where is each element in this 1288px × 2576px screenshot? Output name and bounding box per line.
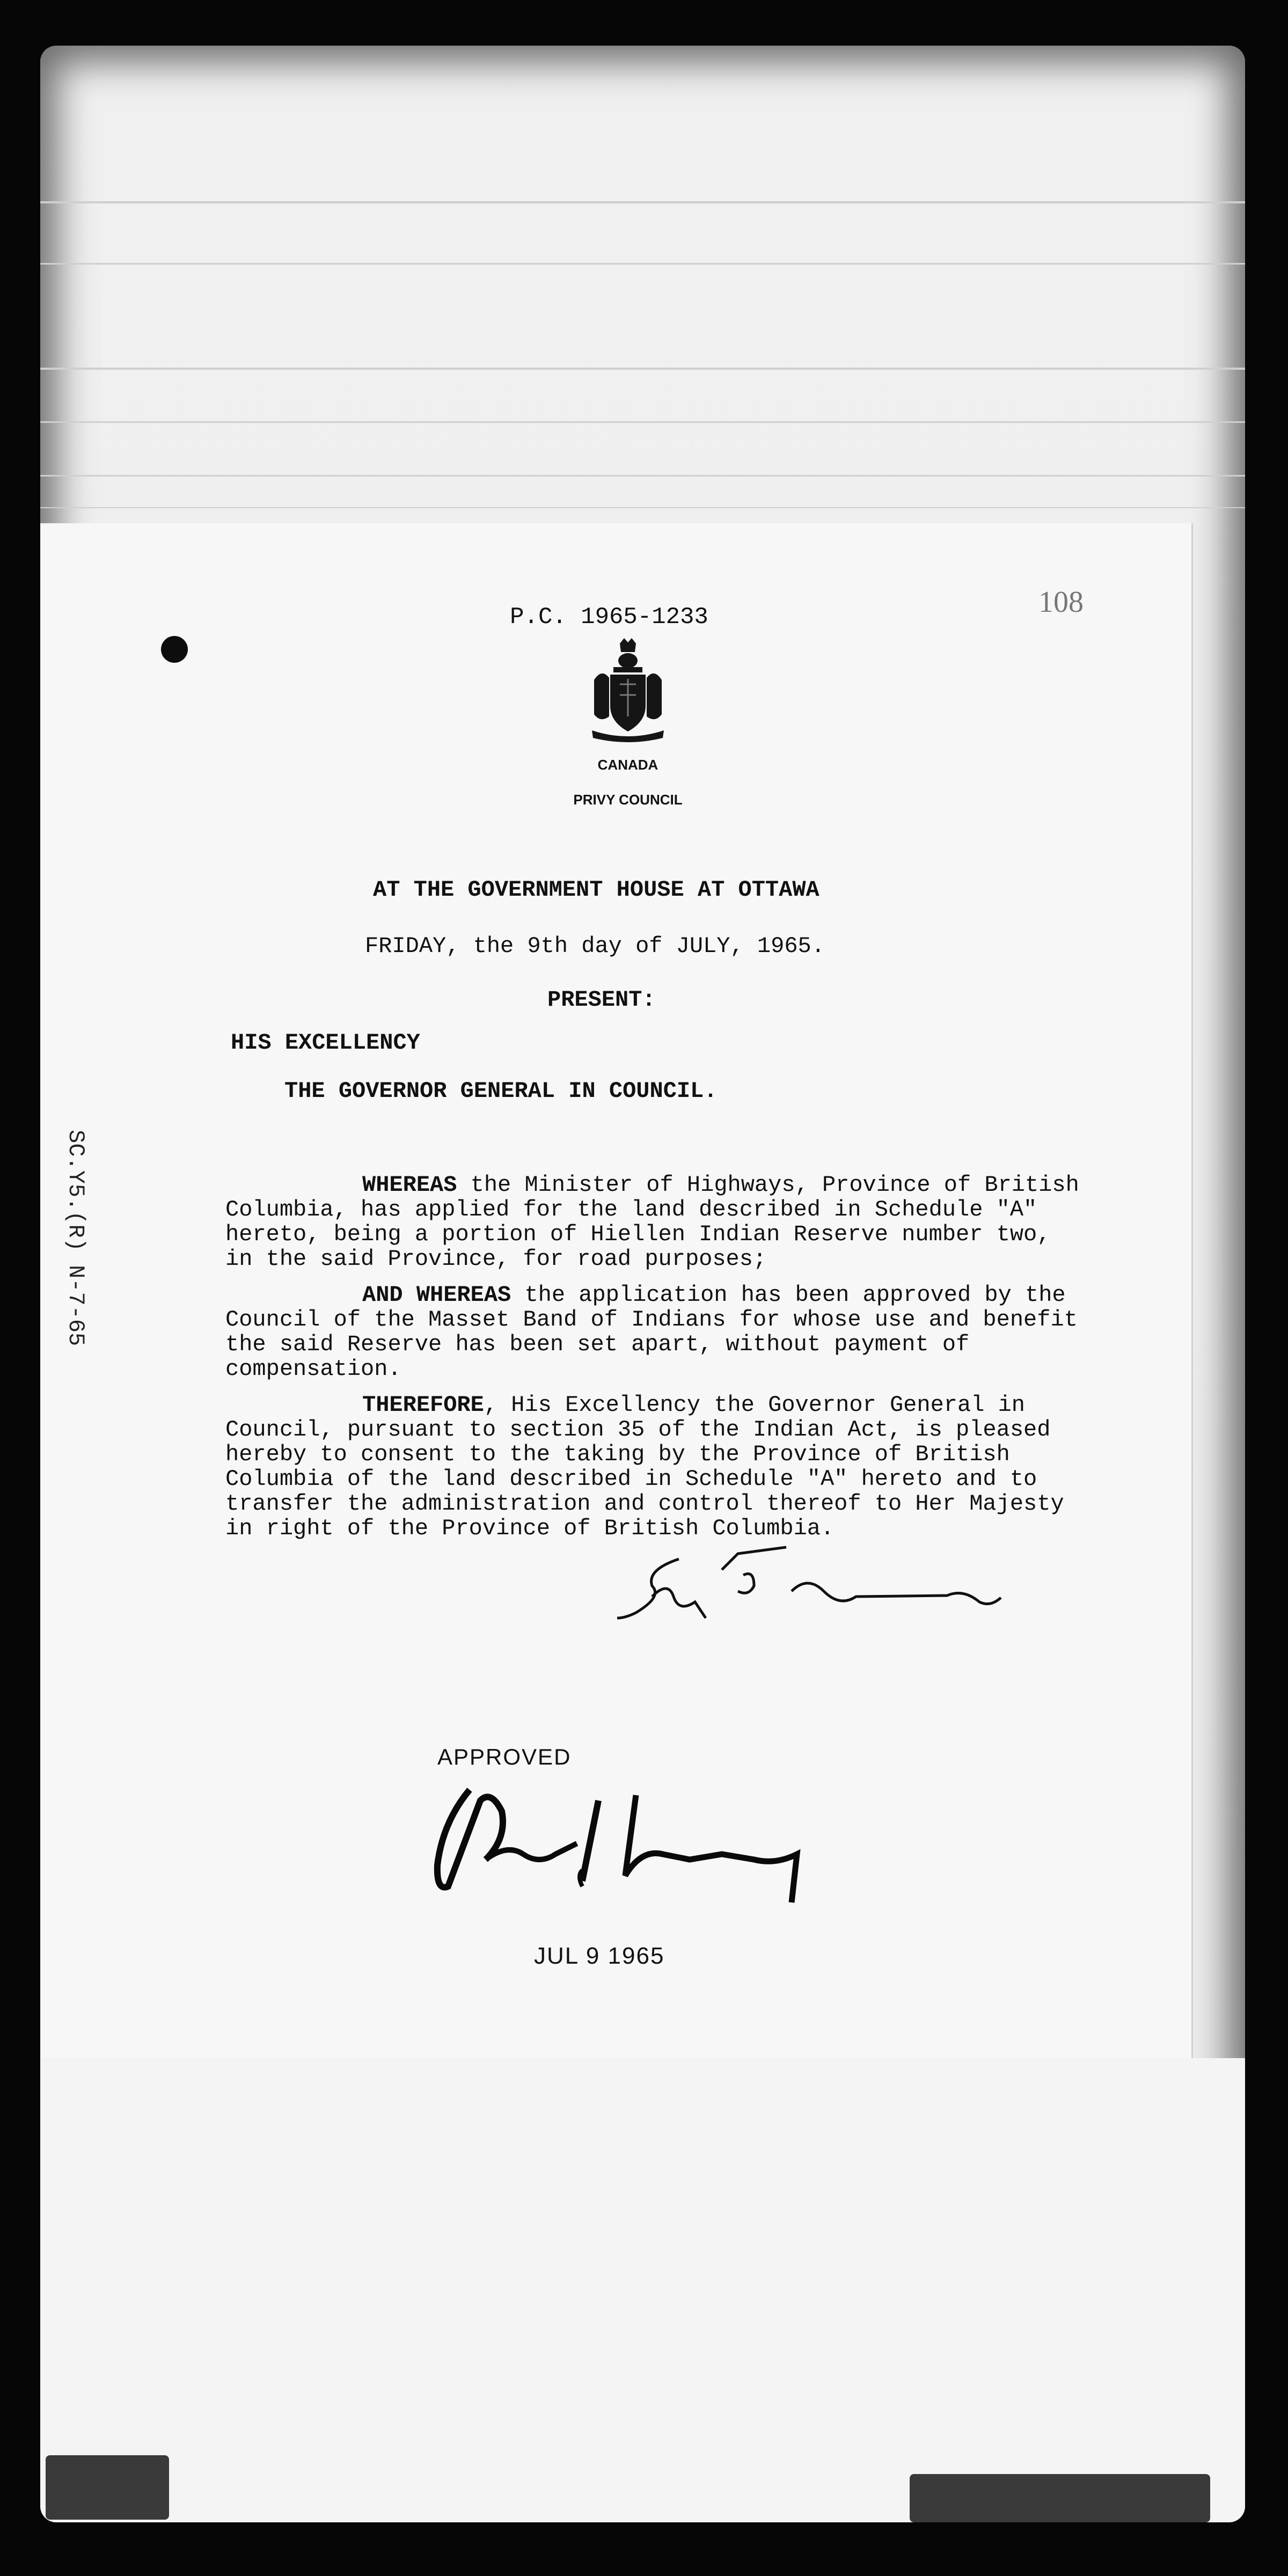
governor-general-signature <box>421 1779 808 1919</box>
order-number: P.C. 1965-1233 <box>510 604 708 631</box>
whereas-paragraph: WHEREAS the Minister of Highways, Province of British Columbia, has applied for the land described in Schedule "A" hereto, being a portion of Hiellen Indian Reserve number two, in the said Province, for road purposes; <box>225 1172 1079 1272</box>
issuer-name: PRIVY COUNCIL <box>573 792 683 808</box>
approval-date-stamp: JUL 9 1965 <box>534 1943 665 1969</box>
canada-coat-of-arms-icon <box>588 636 668 743</box>
binder-tab <box>910 2474 1210 2522</box>
his-excellency: HIS EXCELLENCY <box>231 1030 420 1056</box>
emblem-caption: CANADA <box>597 757 658 773</box>
page-number: 108 <box>1038 586 1084 619</box>
present-heading: PRESENT: <box>547 987 656 1013</box>
binder-tab <box>46 2455 169 2520</box>
date-line: FRIDAY, the 9th day of JULY, 1965. <box>365 933 825 959</box>
governor-general-line: THE GOVERNOR GENERAL IN COUNCIL. <box>284 1078 718 1104</box>
place-line: AT THE GOVERNMENT HOUSE AT OTTAWA <box>373 877 819 903</box>
clerk-signature <box>614 1538 1022 1634</box>
lower-sheet <box>40 2058 1245 2522</box>
microfilm-frame: 108 P.C. 1965-1233 CANADA PRIVY COUNCIL SC.Y5.(R) N-7-65 AT THE GOVERNMENT HOUSE AT OTTAWA FRIDAY, the 9th day of JULY, 1965. PRESENT: HIS EXCELLENCY THE GOVERNOR GENERAL IN COUNCIL. WHEREAS the Minister of Highways, Province of British Columbia, has applied for the land described in Schedule "A" hereto, being a portion of Hiellen Indian Reserve number two, in the said Province, for road purposes; AND WHEREAS the application has been approved by the Council of the Masset Band of Indians for whose use and benefit the said Reserve has been set apart, without payment of compensation. THEREFORE, His Excellency the Governor General in Council, pursuant to section 35 of the Indian Act, is pleased hereby to consent to the taking by the Province of British Columbia of the land described in Schedule "A" hereto and to transfer the administration and control thereof to Her Majesty in right of the Province of British Columbia. APPROVED JUL 9 1965 <box>40 46 1245 2522</box>
therefore-paragraph: THEREFORE, His Excellency the Governor General in Council, pursuant to section 35 of the Indian Act, is pleased hereby to consent to the taking by the Province of British Columbia of the land described in Schedule "A" hereto and to transfer the administration and control thereof to Her Majesty in right of the Province of British Columbia. <box>225 1392 1064 1541</box>
approved-label: APPROVED <box>437 1744 572 1769</box>
and-whereas-paragraph: AND WHEREAS the application has been approved by the Council of the Masset Band of Indians for whose use and benefit the said Reserve has been set apart, without payment of compensation. <box>225 1282 1078 1382</box>
punch-hole <box>161 636 188 663</box>
